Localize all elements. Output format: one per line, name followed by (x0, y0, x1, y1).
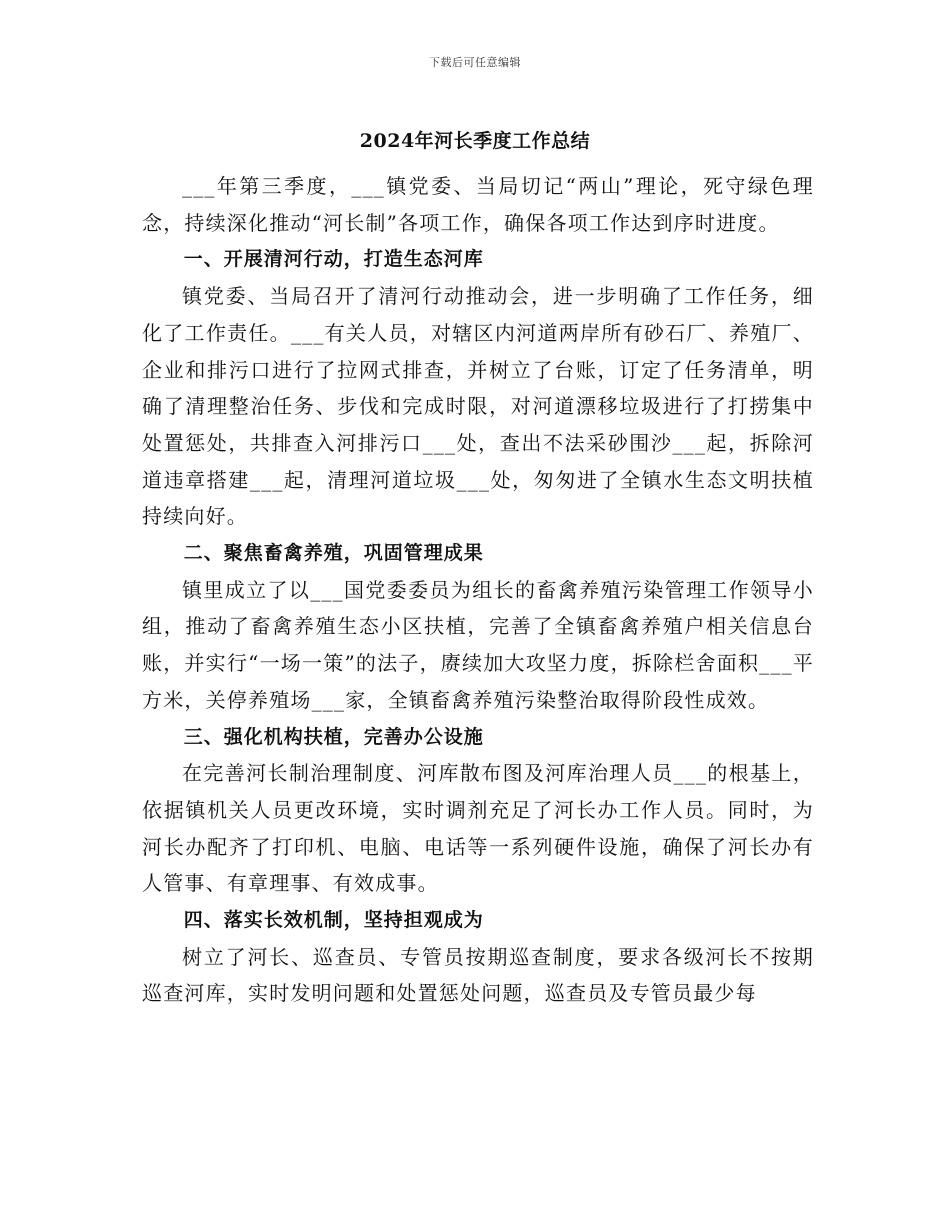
section-paragraph: 镇党委、当局召开了清河行动推动会，进一步明确了工作任务，细化了工作责任。___有关人员，对辖区内河道两岸所有砂石厂、养殖厂、企业和排污口进行了拉网式排查，并树立了台账，订定了任务清单，明确了清理整治任务、步伐和完成时限，对河道漂移垃圾进行了打捞集中处置惩处，共排查入河排污口___处，查出不法采砂围沙___起，拆除河道违章搭建___起，清理河道垃圾___处，匆匆进了全镇水生态文明扶植持续向好。 (142, 284, 814, 529)
section-heading: 一、开展清河行动，打造生态河库 (183, 248, 484, 271)
page-header-note: 下载后可任意编辑 (429, 56, 521, 69)
section-heading: 四、落实长效机制，坚持担观成为 (183, 909, 484, 932)
section-paragraph: 树立了河长、巡查员、专管员按期巡查制度，要求各级河长不按期巡查河库，实时发明问题和处置惩处问题，巡查员及专管员最少每 (142, 944, 814, 1006)
intro-paragraph: ___年第三季度，___镇党委、当局切记“两山”理论，死守绿色理念，持续深化推动“河长制”各项工作，确保各项工作达到序时进度。 (142, 174, 814, 235)
section-heading: 二、聚焦畜禽养殖，巩固管理成果 (183, 542, 484, 565)
section-heading: 三、强化机构扶植，完善办公设施 (183, 725, 484, 748)
section-paragraph: 在完善河长制治理制度、河库散布图及河库治理人员___的根基上，依据镇机关人员更改环境，实时调剂充足了河长办工作人员。同时，为河长办配齐了打印机、电脑、电话等一系列硬件设施，确保了河长办有人管事、有章理事、有效成事。 (142, 761, 814, 896)
section-paragraph: 镇里成立了以___国党委委员为组长的畜禽养殖污染管理工作领导小组，推动了畜禽养殖生态小区扶植，完善了全镇畜禽养殖户相关信息台账，并实行“一场一策”的法子，赓续加大攻坚力度，拆除栏舍面积___平方米，关停养殖场___家，全镇畜禽养殖污染整治取得阶段性成效。 (142, 577, 814, 712)
document-title: 2024年河长季度工作总结 (359, 130, 591, 152)
document-body (142, 168, 814, 1012)
